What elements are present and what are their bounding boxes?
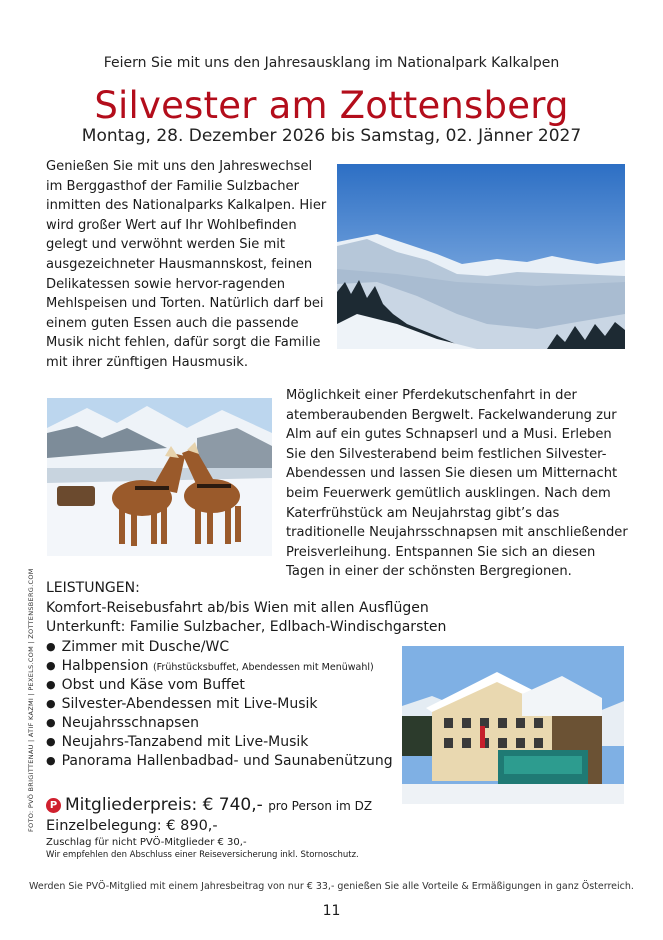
header-kicker: Feiern Sie mit uns den Jahresausklang im Nationalpark Kalkalpen <box>103 55 560 71</box>
list-item <box>46 657 393 676</box>
member-price-label: Mitgliederpreis: € 740,- <box>65 795 263 815</box>
service-text: Silvester-Abendessen mit Live-Musik <box>61 696 318 712</box>
intro-line: Musik nicht fehlen, dafür sorgt die Familie <box>46 335 321 351</box>
program-line: traditionelle Neujahrsschnapsen mit anschließender <box>286 525 628 541</box>
intro-line: wird großer Wert auf Ihr Wohlbefinden <box>46 217 297 233</box>
intro-line: einem guten Essen auch die passende <box>46 315 299 331</box>
intro-line: Mehlspeisen und Torten. Natürlich darf bei <box>46 296 324 312</box>
member-price <box>46 795 372 815</box>
list-item <box>46 714 393 733</box>
service-text: Neujahrs-Tanzabend mit Live-Musik <box>61 734 309 750</box>
photo-credit: FOTO: PVÖ BRIGITTENAU | ATIF KAZMI | PEXELS.COM | ZOTTENSBERG.COM <box>27 568 35 832</box>
hotel-photo <box>402 646 624 804</box>
services-heading: LEISTUNGEN: <box>46 580 140 596</box>
intro-line: im Berggasthof der Familie Sulzbacher <box>46 178 299 194</box>
list-item <box>46 733 393 752</box>
single-room-price: Einzelbelegung: € 890,- <box>46 818 218 834</box>
pvo-logo-icon: P <box>46 798 61 813</box>
program-line: beim Feuerwerk gemütlich ausklingen. Nach dem <box>286 485 611 501</box>
member-price-suffix: pro Person im DZ <box>268 799 373 813</box>
surcharge-note: Zuschlag für nicht PVÖ-Mitglieder € 30,- <box>46 837 247 848</box>
intro-line: inmitten des Nationalparks Kalkalpen. Hier <box>46 198 327 214</box>
service-text: Neujahrsschnapsen <box>61 715 199 731</box>
intro-line: gelegt und verwöhnt werden Sie mit <box>46 237 285 253</box>
page-number: 11 <box>322 903 341 919</box>
service-text: Obst und Käse vom Buffet <box>61 677 245 693</box>
intro-line: Genießen Sie mit uns den Jahreswechsel <box>46 159 313 174</box>
intro-line: Delikatessen sowie hervor-ragenden <box>46 276 286 292</box>
list-item <box>46 695 393 714</box>
list-item <box>46 638 393 657</box>
program-line: Katerfrühstück am Neujahrstag gibt’s das <box>286 505 560 521</box>
membership-footer: Werden Sie PVÖ-Mitglied mit einem Jahresbeitrag von nur € 33,- genießen Sie alle Vorteile & Ermäßigungen in ganz Österreich. <box>29 881 634 892</box>
list-item <box>46 676 393 695</box>
service-text: Zimmer mit Dusche/WC <box>61 639 230 655</box>
service-note: (Frühstücksbuffet, Abendessen mit Menüwahl) <box>152 662 374 673</box>
list-item <box>46 752 393 771</box>
program-line: Tagen in einer der schönsten Bergregionen. <box>286 564 572 580</box>
program-line: Preisverleihung. Entspannen Sie sich an diesen <box>286 544 596 560</box>
intro-line: mit ihrer zünftigen Hausmusik. <box>46 354 249 370</box>
insurance-note: Wir empfehlen den Abschluss einer Reiseversicherung inkl. Stornoschutz. <box>46 850 359 860</box>
horse-sleigh-photo <box>47 398 272 556</box>
program-line: Möglichkeit einer Pferdekutschenfahrt in der <box>286 388 577 403</box>
mountain-panorama-photo <box>337 164 625 349</box>
service-text: Panorama Hallenbadbad- und Saunabenützung <box>61 753 393 769</box>
services-bus: Komfort-Reisebusfahrt ab/bis Wien mit allen Ausflügen <box>46 600 429 616</box>
program-line: Alm auf ein gutes Schnapserl und a Musi. Erleben <box>286 427 612 443</box>
intro-text <box>46 157 326 373</box>
program-line: atemberaubenden Bergwelt. Fackelwanderung zur <box>286 407 617 423</box>
services-accommodation: Unterkunft: Familie Sulzbacher, Edlbach-Windischgarsten <box>46 619 447 635</box>
services-list <box>46 638 393 771</box>
travel-dates: Montag, 28. Dezember 2026 bis Samstag, 02. Jänner 2027 <box>81 126 582 146</box>
page-title: Silvester am Zottensberg <box>94 84 569 127</box>
program-line: Sie den Silvesterabend beim festlichen Silvester- <box>286 446 607 462</box>
program-text <box>286 386 631 582</box>
intro-line: ausgezeichneter Hausmannskost, feinen <box>46 256 313 272</box>
program-line: Abendessen und lassen Sie diesen um Mitternacht <box>286 466 618 482</box>
service-text: Halbpension <box>61 658 149 674</box>
